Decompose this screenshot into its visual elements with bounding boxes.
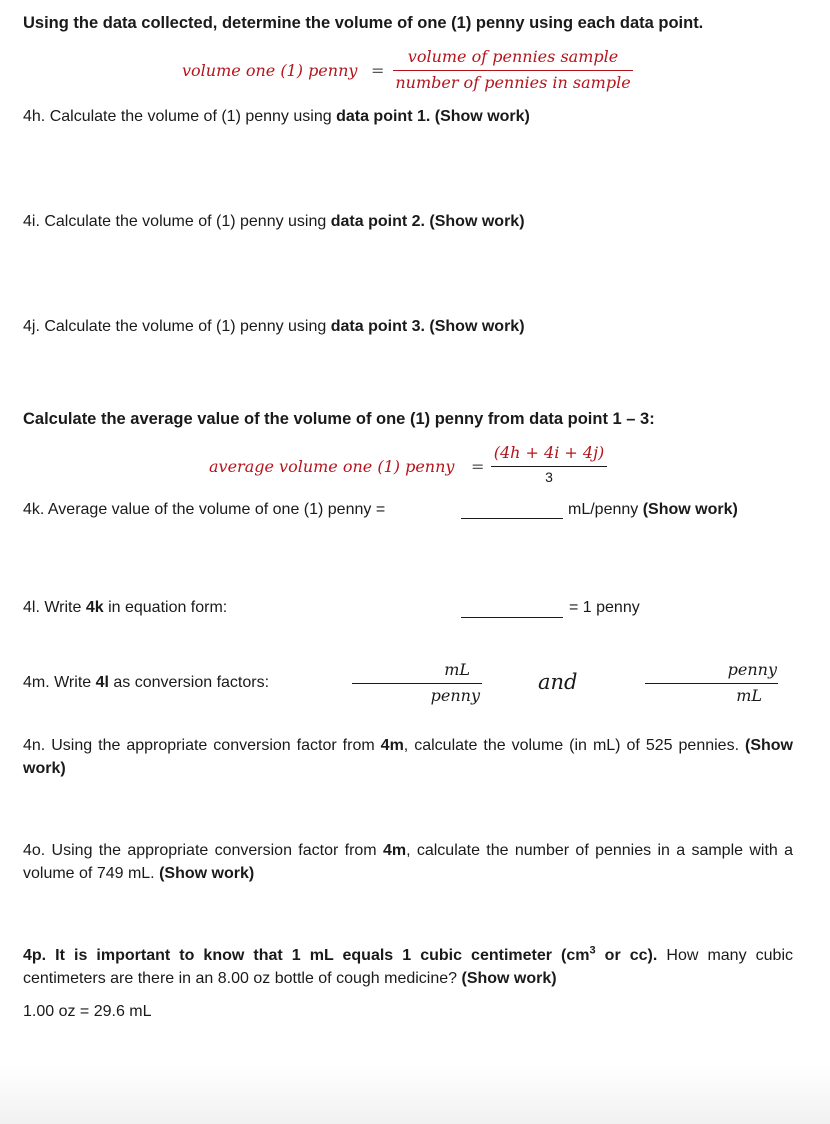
- average-heading: Calculate the average value of the volume of one (1) penny from data point 1 – 3:: [23, 410, 655, 428]
- conversion-note: 1.00 oz = 29.6 mL: [23, 1003, 152, 1020]
- page-title: Using the data collected, determine the volume of one (1) penny using each data point.: [23, 14, 704, 32]
- conversion-factor-2-denominator: mL: [736, 686, 762, 705]
- question-4k: 4k. Average value of the volume of one (1) penny =: [23, 501, 386, 518]
- question-4p: 4p. It is important to know that 1 mL equals 1 cubic centimeter ($cm^3$ or cc). How many cubic centimeters are there in an 8.00 oz bottle of cough medicine? (Show work): [23, 944, 793, 987]
- question-4j: 4j. Calculate the volume of (1) penny using data point 3. (Show work): [23, 318, 525, 335]
- page-bottom-shade: [0, 1064, 830, 1124]
- question-4h: 4h. Calculate the volume of (1) penny using data point 1. (Show work): [23, 108, 530, 125]
- formula1-equals: =: [371, 61, 385, 80]
- formula1-lhs: volume one (1) penny: [182, 61, 358, 80]
- question-4o: 4o. Using the appropriate conversion factor from 4m, calculate the number of pennies in a sample with a volume of 749 mL. (Show work): [23, 842, 794, 882]
- formula2-fraction-bar: [491, 466, 607, 467]
- formula1-fraction-bar: [393, 70, 633, 71]
- formula2-lhs: average volume one (1) penny: [209, 457, 455, 476]
- and-word: and: [538, 670, 578, 694]
- question-4m: 4m. Write 4l as conversion factors:: [23, 674, 270, 691]
- formula1-numerator: volume of pennies sample: [407, 47, 619, 66]
- conversion-factor-1-denominator: penny: [430, 686, 480, 705]
- answer-blank-4l[interactable]: [461, 617, 563, 618]
- formula2-denominator: 3: [545, 469, 553, 485]
- question-4i: 4i. Calculate the volume of (1) penny using data point 2. (Show work): [23, 213, 525, 230]
- answer-blank-4k[interactable]: [461, 518, 563, 519]
- formula1-denominator: number of pennies in sample: [395, 73, 631, 92]
- conversion-factor-1-blank[interactable]: [352, 683, 482, 684]
- formula2-numerator: (4h + 4i + 4j): [493, 443, 605, 462]
- conversion-factor-1-numerator: mL: [444, 660, 470, 679]
- question-4l-rhs: = 1 penny: [569, 599, 640, 616]
- formula2-equals: =: [471, 457, 485, 476]
- question-4l: 4l. Write 4k in equation form:: [23, 599, 228, 616]
- question-4k-unit: mL/penny (Show work): [568, 501, 738, 518]
- conversion-factor-2-numerator: penny: [727, 660, 777, 679]
- question-4n: 4n. Using the appropriate conversion factor from 4m, calculate the volume (in mL) of 525 pennies. (Show work): [23, 737, 793, 777]
- conversion-factor-2-blank[interactable]: [645, 683, 778, 684]
